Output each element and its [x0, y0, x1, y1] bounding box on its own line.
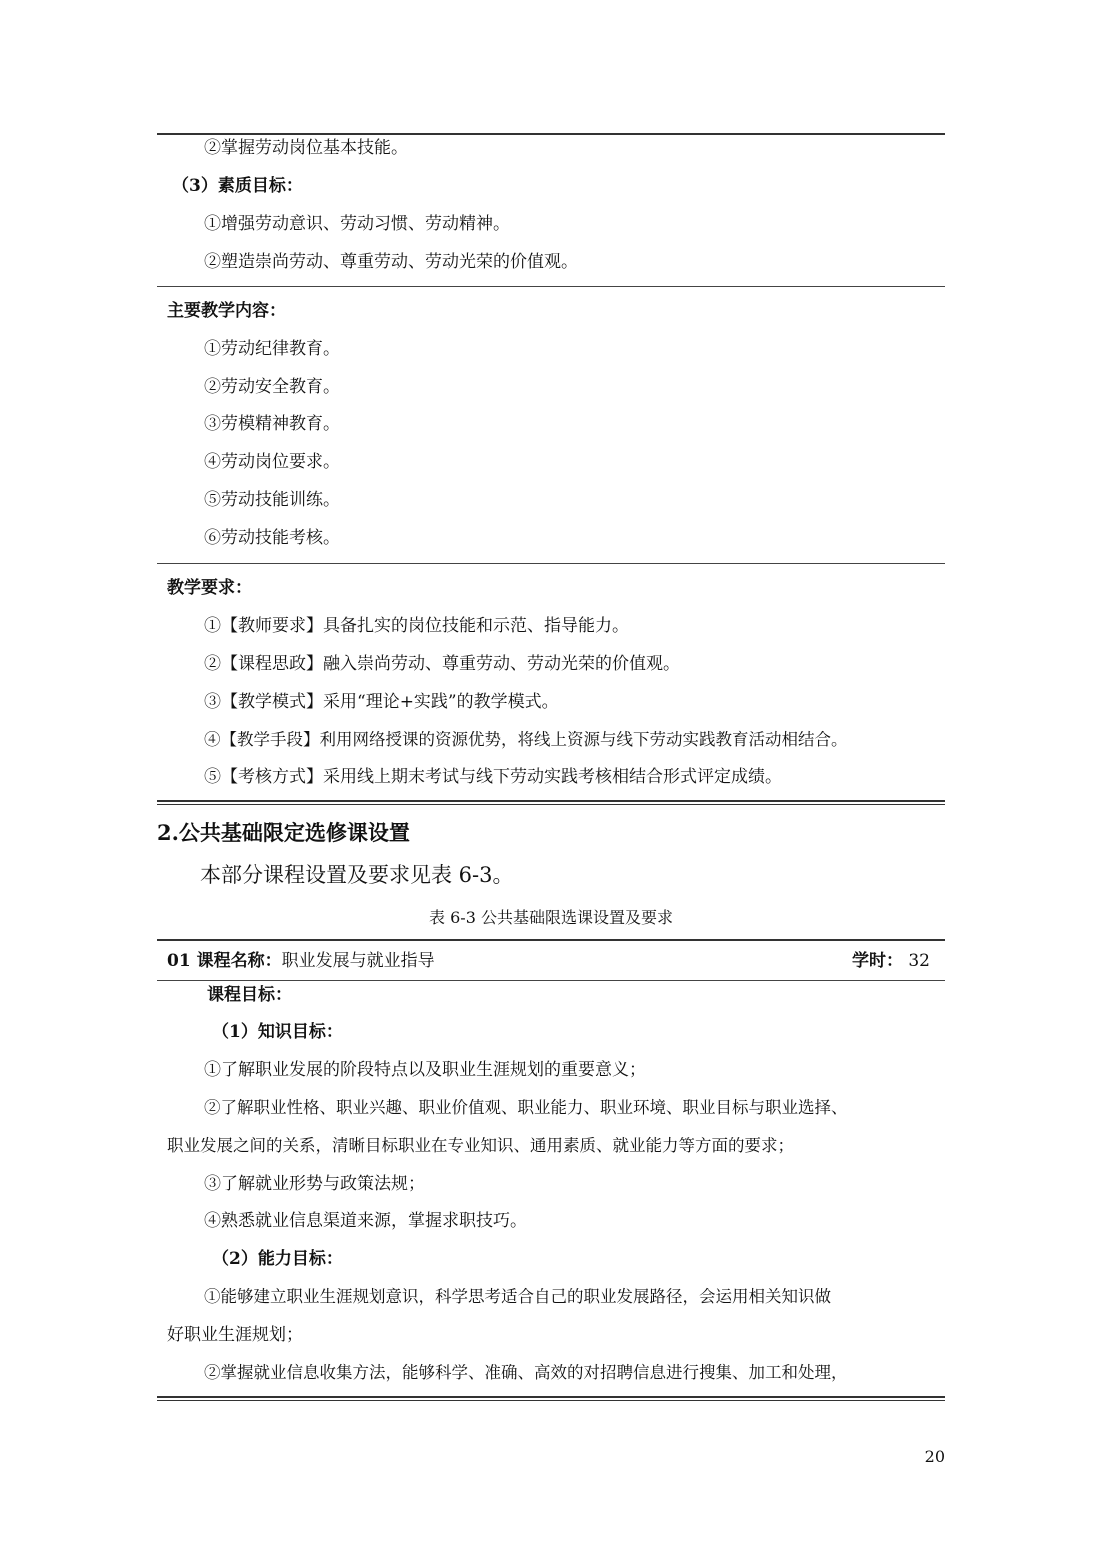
knowledge-line: ③了解就业形势与政策法规； [204, 1174, 425, 1194]
content-item: ⑥劳动技能考核。 [204, 528, 340, 548]
requirements-heading: 教学要求： [167, 578, 252, 598]
top-rule [157, 133, 945, 135]
quality-item: ②塑造崇尚劳动、尊重劳动、劳动光荣的价值观。 [204, 252, 578, 272]
quality-heading: （3）素质目标： [172, 176, 303, 196]
divider [157, 980, 945, 981]
ability-line: ①能够建立职业生涯规划意识，科学思考适合自己的职业发展路径，会运用相关知识做 [204, 1287, 831, 1306]
table-end-rule [157, 800, 945, 805]
knowledge-line: ②了解职业性格、职业兴趣、职业价值观、职业能力、职业环境、职业目标与职业选择、 [204, 1098, 848, 1117]
knowledge-line: 职业发展之间的关系，清晰目标职业在专业知识、通用素质、就业能力等方面的要求； [167, 1136, 794, 1155]
hours-value: 32 [908, 951, 930, 971]
requirement-item: ②【课程思政】融入崇尚劳动、尊重劳动、劳动光荣的价值观。 [204, 654, 680, 674]
requirement-item: ⑤【考核方式】采用线上期末考试与线下劳动实践考核相结合形式评定成绩。 [204, 767, 782, 787]
content-item: ①劳动纪律教育。 [204, 339, 340, 359]
content-item: ③劳模精神教育。 [204, 414, 340, 434]
ability-heading: （2）能力目标： [212, 1249, 343, 1269]
quality-item: ①增强劳动意识、劳动习惯、劳动精神。 [204, 214, 510, 234]
requirement-item: ④【教学手段】利用网络授课的资源优势，将线上资源与线下劳动实践教育活动相结合。 [204, 730, 848, 749]
table-caption: 表 6-3 公共基础限选课设置及要求 [429, 908, 673, 927]
divider [157, 286, 945, 287]
section-intro: 本部分课程设置及要求见表 6-3。 [200, 863, 514, 887]
page-number: 20 [924, 1447, 945, 1466]
ability-line: 好职业生涯规划； [167, 1325, 303, 1345]
skill-line: ②掌握劳动岗位基本技能。 [204, 138, 408, 158]
knowledge-heading: （1）知识目标： [212, 1022, 343, 1042]
knowledge-line: ④熟悉就业信息渠道来源，掌握求职技巧。 [204, 1211, 527, 1231]
bottom-rule [157, 1396, 945, 1401]
content-heading: 主要教学内容： [167, 301, 286, 321]
requirement-item: ③【教学模式】采用“理论+实践”的教学模式。 [204, 692, 559, 712]
content-item: ④劳动岗位要求。 [204, 452, 340, 472]
table-top-rule [157, 939, 945, 941]
section-title: 2.公共基础限定选修课设置 [157, 820, 410, 845]
course-name: 职业发展与就业指导 [281, 951, 435, 971]
content-item: ⑤劳动技能训练。 [204, 490, 340, 510]
content-item: ②劳动安全教育。 [204, 377, 340, 397]
hours-label: 学时： [851, 951, 903, 971]
requirement-item: ①【教师要求】具备扎实的岗位技能和示范、指导能力。 [204, 616, 629, 636]
ability-line: ②掌握就业信息收集方法，能够科学、准确、高效的对招聘信息进行搜集、加工和处理， [204, 1363, 848, 1382]
goals-heading: 课程目标： [207, 985, 292, 1005]
divider [157, 563, 945, 564]
knowledge-line: ①了解职业发展的阶段特点以及职业生涯规划的重要意义； [204, 1060, 646, 1080]
course-name-label: 01 课程名称： [167, 951, 282, 971]
